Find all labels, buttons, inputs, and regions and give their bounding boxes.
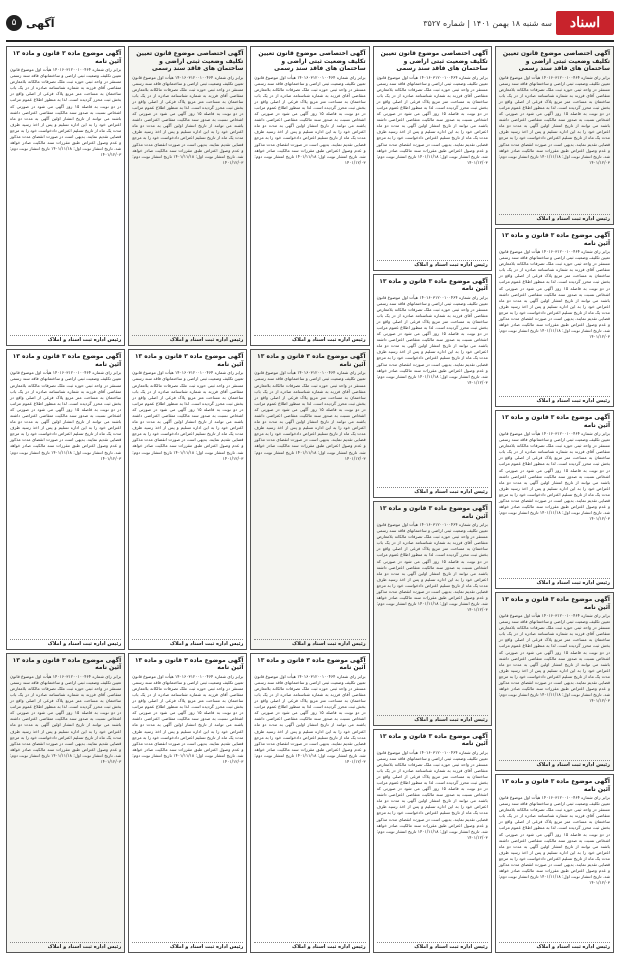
legal-notice xyxy=(373,729,492,954)
notice-body: برابر رای شماره ۱۴۰۱۶۰۳۱۲۰۰۱۰۰۴۶۴ هیأت اول موضوع قانون تعیین تکلیف وضعیت ثبتی اراضی و ساختمانهای فاقد سند رسمی مستقر در واحد ثبتی حوزه ثبت ملک تصرفات مالکانه بلامعارض متقاضی آقای فرزند به شماره شناسنامه صادره از در یک باب ساختمان به مساحت متر مربع پلاک فرعی از اصلی واقع در بخش ثبت محرز گردیده است. لذا به منظور اطلاع عموم مراتب در دو نوبت به فاصله ۱۵ روز آگهی می شود در صورتی که اشخاص نسبت به صدور سند مالکیت متقاضی اعتراضی داشته باشند می توانند از تاریخ انتشار اولین آگهی به مدت دو ماه اعتراض خود را به این اداره تسلیم و پس از اخذ رسید ظرف مدت یک ماه از تاریخ تسلیم اعتراض دادخواست خود را به مرجع قضایی تقدیم نمایند. بدیهی است در صورت انقضای مدت مذکور و عدم وصول اعتراض طبق مقررات سند مالکیت صادر خواهد شد. تاریخ انتشار نوبت اول: ۱۴۰۱/۱۱/۱۸ تاریخ انتشار نوبت دوم: ۱۴۰۱/۱۲/۰۳ xyxy=(499,249,610,394)
legal-notice xyxy=(495,410,614,589)
notice-body: برابر رای شماره ۱۴۰۱۶۰۳۱۲۰۰۱۰۰۴۶۴ هیأت اول موضوع قانون تعیین تکلیف وضعیت ثبتی اراضی و ساختمانهای فاقد سند رسمی مستقر در واحد ثبتی حوزه ثبت ملک تصرفات مالکانه بلامعارض متقاضی آقای فرزند به شماره شناسنامه صادره از در یک باب ساختمان به مساحت متر مربع پلاک فرعی از اصلی واقع در بخش ثبت محرز گردیده است. لذا به منظور اطلاع عموم مراتب در دو نوبت به فاصله ۱۵ روز آگهی می شود در صورتی که اشخاص نسبت به صدور سند مالکیت متقاضی اعتراضی داشته باشند می توانند از تاریخ انتشار اولین آگهی به مدت دو ماه اعتراض خود را به این اداره تسلیم و پس از اخذ رسید ظرف مدت یک ماه از تاریخ تسلیم اعتراض دادخواست خود را به مرجع قضایی تقدیم نمایند. بدیهی است در صورت انقضای مدت مذکور و عدم وصول اعتراض طبق مقررات سند مالکیت صادر خواهد شد. تاریخ انتشار نوبت اول: ۱۴۰۱/۱۱/۱۸ تاریخ انتشار نوبت دوم: ۱۴۰۱/۱۲/۰۳ xyxy=(499,431,610,576)
legal-notice xyxy=(6,349,125,649)
notice-signature: رئیس اداره ثبت اسناد و املاک xyxy=(254,942,365,950)
notice-signature: رئیس اداره ثبت اسناد و املاک xyxy=(132,335,243,343)
notice-signature: رئیس اداره ثبت اسناد و املاک xyxy=(499,214,610,222)
masthead xyxy=(423,11,614,35)
ads-column xyxy=(6,46,125,953)
legal-notice xyxy=(6,653,125,953)
notice-signature: رئیس اداره ثبت اسناد و املاک xyxy=(499,760,610,768)
notice-body: برابر رای شماره ۱۴۰۱۶۰۳۱۲۰۰۱۰۰۴۶۴ هیأت اول موضوع قانون تعیین تکلیف وضعیت ثبتی اراضی و ساختمانهای فاقد سند رسمی مستقر در واحد ثبتی حوزه ثبت ملک تصرفات مالکانه بلامعارض متقاضی آقای فرزند به شماره شناسنامه صادره از در یک باب ساختمان به مساحت متر مربع پلاک فرعی از اصلی واقع در بخش ثبت محرز گردیده است. لذا به منظور اطلاع عموم مراتب در دو نوبت به فاصله ۱۵ روز آگهی می شود در صورتی که اشخاص نسبت به صدور سند مالکیت متقاضی اعتراضی داشته باشند می توانند از تاریخ انتشار اولین آگهی به مدت دو ماه اعتراض خود را به این اداره تسلیم و پس از اخذ رسید ظرف مدت یک ماه از تاریخ تسلیم اعتراض دادخواست خود را به مرجع قضایی تقدیم نمایند. بدیهی است در صورت انقضای مدت مذکور و عدم وصول اعتراض طبق مقررات سند مالکیت صادر خواهد شد. تاریخ انتشار نوبت اول: ۱۴۰۱/۱۱/۱۸ تاریخ انتشار نوبت دوم: ۱۴۰۱/۱۲/۰۳ xyxy=(499,75,610,213)
notice-title: آگهی اختصاصی موضوع قانون تعیین تکلیف وضعیت ثبتی اراضی و ساختمان های فاقد سند رسمی xyxy=(380,50,488,72)
legal-notice xyxy=(373,46,492,271)
notice-signature: رئیس اداره ثبت اسناد و املاک xyxy=(10,335,121,343)
legal-notice xyxy=(128,653,247,953)
notice-title: آگهی موضوع ماده ۳ قانون و ماده ۱۳ آئین نامه xyxy=(501,232,610,247)
notice-body: برابر رای شماره ۱۴۰۱۶۰۳۱۲۰۰۱۰۰۴۶۴ هیأت اول موضوع قانون تعیین تکلیف وضعیت ثبتی اراضی و ساختمانهای فاقد سند رسمی مستقر در واحد ثبتی حوزه ثبت ملک تصرفات مالکانه بلامعارض متقاضی آقای فرزند به شماره شناسنامه صادره از در یک باب ساختمان به مساحت متر مربع پلاک فرعی از اصلی واقع در بخش ثبت محرز گردیده است. لذا به منظور اطلاع عموم مراتب در دو نوبت به فاصله ۱۵ روز آگهی می شود در صورتی که اشخاص نسبت به صدور سند مالکیت متقاضی اعتراضی داشته باشند می توانند از تاریخ انتشار اولین آگهی به مدت دو ماه اعتراض خود را به این اداره تسلیم و پس از اخذ رسید ظرف مدت یک ماه از تاریخ تسلیم اعتراض دادخواست خود را به مرجع قضایی تقدیم نمایند. بدیهی است در صورت انقضای مدت مذکور و عدم وصول اعتراض طبق مقررات سند مالکیت صادر خواهد شد. تاریخ انتشار نوبت اول: ۱۴۰۱/۱۱/۱۸ تاریخ انتشار نوبت دوم: ۱۴۰۱/۱۲/۰۳ xyxy=(132,370,243,636)
legal-notice xyxy=(250,46,369,346)
notice-body: برابر رای شماره ۱۴۰۱۶۰۳۱۲۰۰۱۰۰۴۶۴ هیأت اول موضوع قانون تعیین تکلیف وضعیت ثبتی اراضی و ساختمانهای فاقد سند رسمی مستقر در واحد ثبتی حوزه ثبت ملک تصرفات مالکانه بلامعارض متقاضی آقای فرزند به شماره شناسنامه صادره از در یک باب ساختمان به مساحت متر مربع پلاک فرعی از اصلی واقع در بخش ثبت محرز گردیده است. لذا به منظور اطلاع عموم مراتب در دو نوبت به فاصله ۱۵ روز آگهی می شود در صورتی که اشخاص نسبت به صدور سند مالکیت متقاضی اعتراضی داشته باشند می توانند از تاریخ انتشار اولین آگهی به مدت دو ماه اعتراض خود را به این اداره تسلیم و پس از اخذ رسید ظرف مدت یک ماه از تاریخ تسلیم اعتراض دادخواست خود را به مرجع قضایی تقدیم نمایند. بدیهی است در صورت انقضای مدت مذکور و عدم وصول اعتراض طبق مقررات سند مالکیت صادر خواهد شد. تاریخ انتشار نوبت اول: ۱۴۰۱/۱۱/۱۸ تاریخ انتشار نوبت دوم: ۱۴۰۱/۱۲/۰۳ xyxy=(499,795,610,940)
legal-notice xyxy=(373,274,492,499)
notice-title: آگهی موضوع ماده ۳ قانون و ماده ۱۳ آئین نامه xyxy=(257,656,366,672)
notice-body: برابر رای شماره ۱۴۰۱۶۰۳۱۲۰۰۱۰۰۴۶۴ هیأت اول موضوع قانون تعیین تکلیف وضعیت ثبتی اراضی و ساختمانهای فاقد سند رسمی مستقر در واحد ثبتی حوزه ثبت ملک تصرفات مالکانه بلامعارض متقاضی آقای فرزند به شماره شناسنامه صادره از در یک باب ساختمان به مساحت متر مربع پلاک فرعی از اصلی واقع در بخش ثبت محرز گردیده است. لذا به منظور اطلاع عموم مراتب در دو نوبت به فاصله ۱۵ روز آگهی می شود در صورتی که اشخاص نسبت به صدور سند مالکیت متقاضی اعتراضی داشته باشند می توانند از تاریخ انتشار اولین آگهی به مدت دو ماه اعتراض خود را به این اداره تسلیم و پس از اخذ رسید ظرف مدت یک ماه از تاریخ تسلیم اعتراض دادخواست خود را به مرجع قضایی تقدیم نمایند. بدیهی است در صورت انقضای مدت مذکور و عدم وصول اعتراض طبق مقررات سند مالکیت صادر خواهد شد. تاریخ انتشار نوبت اول: ۱۴۰۱/۱۱/۱۸ تاریخ انتشار نوبت دوم: ۱۴۰۱/۱۲/۰۳ xyxy=(254,75,365,334)
notice-title: آگهی موضوع ماده ۳ قانون و ماده ۱۳ آئین نامه xyxy=(134,353,244,368)
notice-signature: رئیس اداره ثبت اسناد و املاک xyxy=(132,942,243,950)
notice-body: برابر رای شماره ۱۴۰۱۶۰۳۱۲۰۰۱۰۰۴۶۴ هیأت اول موضوع قانون تعیین تکلیف وضعیت ثبتی اراضی و ساختمانهای فاقد سند رسمی مستقر در واحد ثبتی حوزه ثبت ملک تصرفات مالکانه بلامعارض متقاضی آقای فرزند به شماره شناسنامه صادره از در یک باب ساختمان به مساحت متر مربع پلاک فرعی از اصلی واقع در بخش ثبت محرز گردیده است. لذا به منظور اطلاع عموم مراتب در دو نوبت به فاصله ۱۵ روز آگهی می شود در صورتی که اشخاص نسبت به صدور سند مالکیت متقاضی اعتراضی داشته باشند می توانند از تاریخ انتشار اولین آگهی به مدت دو ماه اعتراض خود را به این اداره تسلیم و پس از اخذ رسید ظرف مدت یک ماه از تاریخ تسلیم اعتراض دادخواست خود را به مرجع قضایی تقدیم نمایند. بدیهی است در صورت انقضای مدت مذکور و عدم وصول اعتراض طبق مقررات سند مالکیت صادر خواهد شد. تاریخ انتشار نوبت اول: ۱۴۰۱/۱۱/۱۸ تاریخ انتشار نوبت دوم: ۱۴۰۱/۱۲/۰۳ xyxy=(377,750,488,941)
notice-body: برابر رای شماره ۱۴۰۱۶۰۳۱۲۰۰۱۰۰۴۶۴ هیأت اول موضوع قانون تعیین تکلیف وضعیت ثبتی اراضی و ساختمانهای فاقد سند رسمی مستقر در واحد ثبتی حوزه ثبت ملک تصرفات مالکانه بلامعارض متقاضی آقای فرزند به شماره شناسنامه صادره از در یک باب ساختمان به مساحت متر مربع پلاک فرعی از اصلی واقع در بخش ثبت محرز گردیده است. لذا به منظور اطلاع عموم مراتب در دو نوبت به فاصله ۱۵ روز آگهی می شود در صورتی که اشخاص نسبت به صدور سند مالکیت متقاضی اعتراضی داشته باشند می توانند از تاریخ انتشار اولین آگهی به مدت دو ماه اعتراض خود را به این اداره تسلیم و پس از اخذ رسید ظرف مدت یک ماه از تاریخ تسلیم اعتراض دادخواست خود را به مرجع قضایی تقدیم نمایند. بدیهی است در صورت انقضای مدت مذکور و عدم وصول اعتراض طبق مقررات سند مالکیت صادر خواهد شد. تاریخ انتشار نوبت اول: ۱۴۰۱/۱۱/۱۸ تاریخ انتشار نوبت دوم: ۱۴۰۱/۱۲/۰۳ xyxy=(254,370,365,636)
notice-body: برابر رای شماره ۱۴۰۱۶۰۳۱۲۰۰۱۰۰۴۶۴ هیأت اول موضوع قانون تعیین تکلیف وضعیت ثبتی اراضی و ساختمانهای فاقد سند رسمی مستقر در واحد ثبتی حوزه ثبت ملک تصرفات مالکانه بلامعارض متقاضی آقای فرزند به شماره شناسنامه صادره از در یک باب ساختمان به مساحت متر مربع پلاک فرعی از اصلی واقع در بخش ثبت محرز گردیده است. لذا به منظور اطلاع عموم مراتب در دو نوبت به فاصله ۱۵ روز آگهی می شود در صورتی که اشخاص نسبت به صدور سند مالکیت متقاضی اعتراضی داشته باشند می توانند از تاریخ انتشار اولین آگهی به مدت دو ماه اعتراض خود را به این اداره تسلیم و پس از اخذ رسید ظرف مدت یک ماه از تاریخ تسلیم اعتراض دادخواست خود را به مرجع قضایی تقدیم نمایند. بدیهی است در صورت انقضای مدت مذکور و عدم وصول اعتراض طبق مقررات سند مالکیت صادر خواهد شد. تاریخ انتشار نوبت اول: ۱۴۰۱/۱۱/۱۸ تاریخ انتشار نوبت دوم: ۱۴۰۱/۱۲/۰۳ xyxy=(10,67,121,333)
ads-column xyxy=(128,46,247,953)
legal-notice xyxy=(128,46,247,346)
notice-body: برابر رای شماره ۱۴۰۱۶۰۳۱۲۰۰۱۰۰۴۶۴ هیأت اول موضوع قانون تعیین تکلیف وضعیت ثبتی اراضی و ساختمانهای فاقد سند رسمی مستقر در واحد ثبتی حوزه ثبت ملک تصرفات مالکانه بلامعارض متقاضی آقای فرزند به شماره شناسنامه صادره از در یک باب ساختمان به مساحت متر مربع پلاک فرعی از اصلی واقع در بخش ثبت محرز گردیده است. لذا به منظور اطلاع عموم مراتب در دو نوبت به فاصله ۱۵ روز آگهی می شود در صورتی که اشخاص نسبت به صدور سند مالکیت متقاضی اعتراضی داشته باشند می توانند از تاریخ انتشار اولین آگهی به مدت دو ماه اعتراض خود را به این اداره تسلیم و پس از اخذ رسید ظرف مدت یک ماه از تاریخ تسلیم اعتراض دادخواست خود را به مرجع قضایی تقدیم نمایند. بدیهی است در صورت انقضای مدت مذکور و عدم وصول اعتراض طبق مقررات سند مالکیت صادر خواهد شد. تاریخ انتشار نوبت اول: ۱۴۰۱/۱۱/۱۸ تاریخ انتشار نوبت دوم: ۱۴۰۱/۱۲/۰۳ xyxy=(10,370,121,636)
brand-logo: اسناد xyxy=(556,11,614,35)
ads-grid xyxy=(6,46,614,953)
notice-body: برابر رای شماره ۱۴۰۱۶۰۳۱۲۰۰۱۰۰۴۶۴ هیأت اول موضوع قانون تعیین تکلیف وضعیت ثبتی اراضی و ساختمانهای فاقد سند رسمی مستقر در واحد ثبتی حوزه ثبت ملک تصرفات مالکانه بلامعارض متقاضی آقای فرزند به شماره شناسنامه صادره از در یک باب ساختمان به مساحت متر مربع پلاک فرعی از اصلی واقع در بخش ثبت محرز گردیده است. لذا به منظور اطلاع عموم مراتب در دو نوبت به فاصله ۱۵ روز آگهی می شود در صورتی که اشخاص نسبت به صدور سند مالکیت متقاضی اعتراضی داشته باشند می توانند از تاریخ انتشار اولین آگهی به مدت دو ماه اعتراض خود را به این اداره تسلیم و پس از اخذ رسید ظرف مدت یک ماه از تاریخ تسلیم اعتراض دادخواست خود را به مرجع قضایی تقدیم نمایند. بدیهی است در صورت انقضای مدت مذکور و عدم وصول اعتراض طبق مقررات سند مالکیت صادر خواهد شد. تاریخ انتشار نوبت اول: ۱۴۰۱/۱۱/۱۸ تاریخ انتشار نوبت دوم: ۱۴۰۱/۱۲/۰۳ xyxy=(377,295,488,486)
notice-title: آگهی موضوع ماده ۳ قانون و ماده ۱۳ آئین نامه xyxy=(501,778,610,793)
legal-notice xyxy=(373,501,492,726)
legal-notice xyxy=(250,653,369,953)
notice-title: آگهی موضوع ماده ۳ قانون و ماده ۱۳ آئین نامه xyxy=(134,656,244,672)
notice-signature: رئیس اداره ثبت اسناد و املاک xyxy=(254,335,365,343)
notice-signature: رئیس اداره ثبت اسناد و املاک xyxy=(377,260,488,268)
section-label: آگهی xyxy=(26,16,55,30)
notice-title: آگهی موضوع ماده ۳ قانون و ماده ۱۳ آئین نامه xyxy=(12,353,122,368)
notice-title: آگهی موضوع ماده ۳ قانون و ماده ۱۳ آئین نامه xyxy=(501,414,610,429)
legal-notice xyxy=(495,46,614,225)
notice-signature: رئیس اداره ثبت اسناد و املاک xyxy=(499,396,610,404)
notice-title: آگهی موضوع ماده ۳ قانون و ماده ۱۳ آئین نامه xyxy=(501,596,610,611)
page-header xyxy=(6,6,614,42)
legal-notice xyxy=(250,349,369,649)
ads-column xyxy=(250,46,369,953)
issue-info: سه شنبه ۱۸ بهمن ۱۴۰۱ | شماره ۳۵۲۷ xyxy=(423,18,552,28)
legal-notice xyxy=(495,592,614,771)
notice-title: آگهی اختصاصی موضوع قانون تعیین تکلیف وضعیت ثبتی اراضی و ساختمان های فاقد سند رسمی xyxy=(136,50,244,72)
notice-signature: رئیس اداره ثبت اسناد و املاک xyxy=(499,942,610,950)
notice-signature: رئیس اداره ثبت اسناد و املاک xyxy=(377,715,488,723)
notice-signature: رئیس اداره ثبت اسناد و املاک xyxy=(254,639,365,647)
notice-signature: رئیس اداره ثبت اسناد و املاک xyxy=(132,639,243,647)
legal-notice xyxy=(495,774,614,953)
notice-title: آگهی موضوع ماده ۳ قانون و ماده ۱۳ آئین نامه xyxy=(12,50,122,65)
notice-title: آگهی اختصاصی موضوع قانون تعیین تکلیف وضعیت ثبتی اراضی و ساختمان های فاقد سند رسمی xyxy=(502,50,610,72)
notice-signature: رئیس اداره ثبت اسناد و املاک xyxy=(499,578,610,586)
notice-body: برابر رای شماره ۱۴۰۱۶۰۳۱۲۰۰۱۰۰۴۶۴ هیأت اول موضوع قانون تعیین تکلیف وضعیت ثبتی اراضی و ساختمانهای فاقد سند رسمی مستقر در واحد ثبتی حوزه ثبت ملک تصرفات مالکانه بلامعارض متقاضی آقای فرزند به شماره شناسنامه صادره از در یک باب ساختمان به مساحت متر مربع پلاک فرعی از اصلی واقع در بخش ثبت محرز گردیده است. لذا به منظور اطلاع عموم مراتب در دو نوبت به فاصله ۱۵ روز آگهی می شود در صورتی که اشخاص نسبت به صدور سند مالکیت متقاضی اعتراضی داشته باشند می توانند از تاریخ انتشار اولین آگهی به مدت دو ماه اعتراض خود را به این اداره تسلیم و پس از اخذ رسید ظرف مدت یک ماه از تاریخ تسلیم اعتراض دادخواست خود را به مرجع قضایی تقدیم نمایند. بدیهی است در صورت انقضای مدت مذکور و عدم وصول اعتراض طبق مقررات سند مالکیت صادر خواهد شد. تاریخ انتشار نوبت اول: ۱۴۰۱/۱۱/۱۸ تاریخ انتشار نوبت دوم: ۱۴۰۱/۱۲/۰۳ xyxy=(254,674,365,940)
section-chip xyxy=(6,15,55,31)
notice-title: آگهی موضوع ماده ۳ قانون و ماده ۱۳ آئین نامه xyxy=(257,353,366,368)
notice-signature: رئیس اداره ثبت اسناد و املاک xyxy=(10,942,121,950)
notice-title: آگهی موضوع ماده ۳ قانون و ماده ۱۳ آئین نامه xyxy=(379,505,488,520)
notice-title: آگهی موضوع ماده ۳ قانون و ماده ۱۳ آئین نامه xyxy=(379,277,488,292)
notice-signature: رئیس اداره ثبت اسناد و املاک xyxy=(377,487,488,495)
notice-signature: رئیس اداره ثبت اسناد و املاک xyxy=(377,942,488,950)
legal-notice xyxy=(495,228,614,407)
ads-column xyxy=(373,46,492,953)
page-number: ۵ xyxy=(6,15,22,31)
notice-body: برابر رای شماره ۱۴۰۱۶۰۳۱۲۰۰۱۰۰۴۶۴ هیأت اول موضوع قانون تعیین تکلیف وضعیت ثبتی اراضی و ساختمانهای فاقد سند رسمی مستقر در واحد ثبتی حوزه ثبت ملک تصرفات مالکانه بلامعارض متقاضی آقای فرزند به شماره شناسنامه صادره از در یک باب ساختمان به مساحت متر مربع پلاک فرعی از اصلی واقع در بخش ثبت محرز گردیده است. لذا به منظور اطلاع عموم مراتب در دو نوبت به فاصله ۱۵ روز آگهی می شود در صورتی که اشخاص نسبت به صدور سند مالکیت متقاضی اعتراضی داشته باشند می توانند از تاریخ انتشار اولین آگهی به مدت دو ماه اعتراض خود را به این اداره تسلیم و پس از اخذ رسید ظرف مدت یک ماه از تاریخ تسلیم اعتراض دادخواست خود را به مرجع قضایی تقدیم نمایند. بدیهی است در صورت انقضای مدت مذکور و عدم وصول اعتراض طبق مقررات سند مالکیت صادر خواهد شد. تاریخ انتشار نوبت اول: ۱۴۰۱/۱۱/۱۸ تاریخ انتشار نوبت دوم: ۱۴۰۱/۱۲/۰۳ xyxy=(377,75,488,258)
notice-body: برابر رای شماره ۱۴۰۱۶۰۳۱۲۰۰۱۰۰۴۶۴ هیأت اول موضوع قانون تعیین تکلیف وضعیت ثبتی اراضی و ساختمانهای فاقد سند رسمی مستقر در واحد ثبتی حوزه ثبت ملک تصرفات مالکانه بلامعارض متقاضی آقای فرزند به شماره شناسنامه صادره از در یک باب ساختمان به مساحت متر مربع پلاک فرعی از اصلی واقع در بخش ثبت محرز گردیده است. لذا به منظور اطلاع عموم مراتب در دو نوبت به فاصله ۱۵ روز آگهی می شود در صورتی که اشخاص نسبت به صدور سند مالکیت متقاضی اعتراضی داشته باشند می توانند از تاریخ انتشار اولین آگهی به مدت دو ماه اعتراض خود را به این اداره تسلیم و پس از اخذ رسید ظرف مدت یک ماه از تاریخ تسلیم اعتراض دادخواست خود را به مرجع قضایی تقدیم نمایند. بدیهی است در صورت انقضای مدت مذکور و عدم وصول اعتراض طبق مقررات سند مالکیت صادر خواهد شد. تاریخ انتشار نوبت اول: ۱۴۰۱/۱۱/۱۸ تاریخ انتشار نوبت دوم: ۱۴۰۱/۱۲/۰۳ xyxy=(377,522,488,713)
ads-column xyxy=(495,46,614,953)
notice-body: برابر رای شماره ۱۴۰۱۶۰۳۱۲۰۰۱۰۰۴۶۴ هیأت اول موضوع قانون تعیین تکلیف وضعیت ثبتی اراضی و ساختمانهای فاقد سند رسمی مستقر در واحد ثبتی حوزه ثبت ملک تصرفات مالکانه بلامعارض متقاضی آقای فرزند به شماره شناسنامه صادره از در یک باب ساختمان به مساحت متر مربع پلاک فرعی از اصلی واقع در بخش ثبت محرز گردیده است. لذا به منظور اطلاع عموم مراتب در دو نوبت به فاصله ۱۵ روز آگهی می شود در صورتی که اشخاص نسبت به صدور سند مالکیت متقاضی اعتراضی داشته باشند می توانند از تاریخ انتشار اولین آگهی به مدت دو ماه اعتراض خود را به این اداره تسلیم و پس از اخذ رسید ظرف مدت یک ماه از تاریخ تسلیم اعتراض دادخواست خود را به مرجع قضایی تقدیم نمایند. بدیهی است در صورت انقضای مدت مذکور و عدم وصول اعتراض طبق مقررات سند مالکیت صادر خواهد شد. تاریخ انتشار نوبت اول: ۱۴۰۱/۱۱/۱۸ تاریخ انتشار نوبت دوم: ۱۴۰۱/۱۲/۰۳ xyxy=(132,674,243,940)
notice-body: برابر رای شماره ۱۴۰۱۶۰۳۱۲۰۰۱۰۰۴۶۴ هیأت اول موضوع قانون تعیین تکلیف وضعیت ثبتی اراضی و ساختمانهای فاقد سند رسمی مستقر در واحد ثبتی حوزه ثبت ملک تصرفات مالکانه بلامعارض متقاضی آقای فرزند به شماره شناسنامه صادره از در یک باب ساختمان به مساحت متر مربع پلاک فرعی از اصلی واقع در بخش ثبت محرز گردیده است. لذا به منظور اطلاع عموم مراتب در دو نوبت به فاصله ۱۵ روز آگهی می شود در صورتی که اشخاص نسبت به صدور سند مالکیت متقاضی اعتراضی داشته باشند می توانند از تاریخ انتشار اولین آگهی به مدت دو ماه اعتراض خود را به این اداره تسلیم و پس از اخذ رسید ظرف مدت یک ماه از تاریخ تسلیم اعتراض دادخواست خود را به مرجع قضایی تقدیم نمایند. بدیهی است در صورت انقضای مدت مذکور و عدم وصول اعتراض طبق مقررات سند مالکیت صادر خواهد شد. تاریخ انتشار نوبت اول: ۱۴۰۱/۱۱/۱۸ تاریخ انتشار نوبت دوم: ۱۴۰۱/۱۲/۰۳ xyxy=(10,674,121,940)
notice-body: برابر رای شماره ۱۴۰۱۶۰۳۱۲۰۰۱۰۰۴۶۴ هیأت اول موضوع قانون تعیین تکلیف وضعیت ثبتی اراضی و ساختمانهای فاقد سند رسمی مستقر در واحد ثبتی حوزه ثبت ملک تصرفات مالکانه بلامعارض متقاضی آقای فرزند به شماره شناسنامه صادره از در یک باب ساختمان به مساحت متر مربع پلاک فرعی از اصلی واقع در بخش ثبت محرز گردیده است. لذا به منظور اطلاع عموم مراتب در دو نوبت به فاصله ۱۵ روز آگهی می شود در صورتی که اشخاص نسبت به صدور سند مالکیت متقاضی اعتراضی داشته باشند می توانند از تاریخ انتشار اولین آگهی به مدت دو ماه اعتراض خود را به این اداره تسلیم و پس از اخذ رسید ظرف مدت یک ماه از تاریخ تسلیم اعتراض دادخواست خود را به مرجع قضایی تقدیم نمایند. بدیهی است در صورت انقضای مدت مذکور و عدم وصول اعتراض طبق مقررات سند مالکیت صادر خواهد شد. تاریخ انتشار نوبت اول: ۱۴۰۱/۱۱/۱۸ تاریخ انتشار نوبت دوم: ۱۴۰۱/۱۲/۰۳ xyxy=(499,613,610,758)
notice-title: آگهی موضوع ماده ۳ قانون و ماده ۱۳ آئین نامه xyxy=(12,656,122,672)
notice-signature: رئیس اداره ثبت اسناد و املاک xyxy=(10,639,121,647)
notice-title: آگهی موضوع ماده ۳ قانون و ماده ۱۳ آئین نامه xyxy=(379,732,488,747)
notice-title: آگهی اختصاصی موضوع قانون تعیین تکلیف وضعیت ثبتی اراضی و ساختمان های فاقد سند رسمی xyxy=(258,50,366,72)
legal-notice xyxy=(6,46,125,346)
notice-body: برابر رای شماره ۱۴۰۱۶۰۳۱۲۰۰۱۰۰۴۶۴ هیأت اول موضوع قانون تعیین تکلیف وضعیت ثبتی اراضی و ساختمانهای فاقد سند رسمی مستقر در واحد ثبتی حوزه ثبت ملک تصرفات مالکانه بلامعارض متقاضی آقای فرزند به شماره شناسنامه صادره از در یک باب ساختمان به مساحت متر مربع پلاک فرعی از اصلی واقع در بخش ثبت محرز گردیده است. لذا به منظور اطلاع عموم مراتب در دو نوبت به فاصله ۱۵ روز آگهی می شود در صورتی که اشخاص نسبت به صدور سند مالکیت متقاضی اعتراضی داشته باشند می توانند از تاریخ انتشار اولین آگهی به مدت دو ماه اعتراض خود را به این اداره تسلیم و پس از اخذ رسید ظرف مدت یک ماه از تاریخ تسلیم اعتراض دادخواست خود را به مرجع قضایی تقدیم نمایند. بدیهی است در صورت انقضای مدت مذکور و عدم وصول اعتراض طبق مقررات سند مالکیت صادر خواهد شد. تاریخ انتشار نوبت اول: ۱۴۰۱/۱۱/۱۸ تاریخ انتشار نوبت دوم: ۱۴۰۱/۱۲/۰۳ xyxy=(132,75,243,334)
legal-notice xyxy=(128,349,247,649)
